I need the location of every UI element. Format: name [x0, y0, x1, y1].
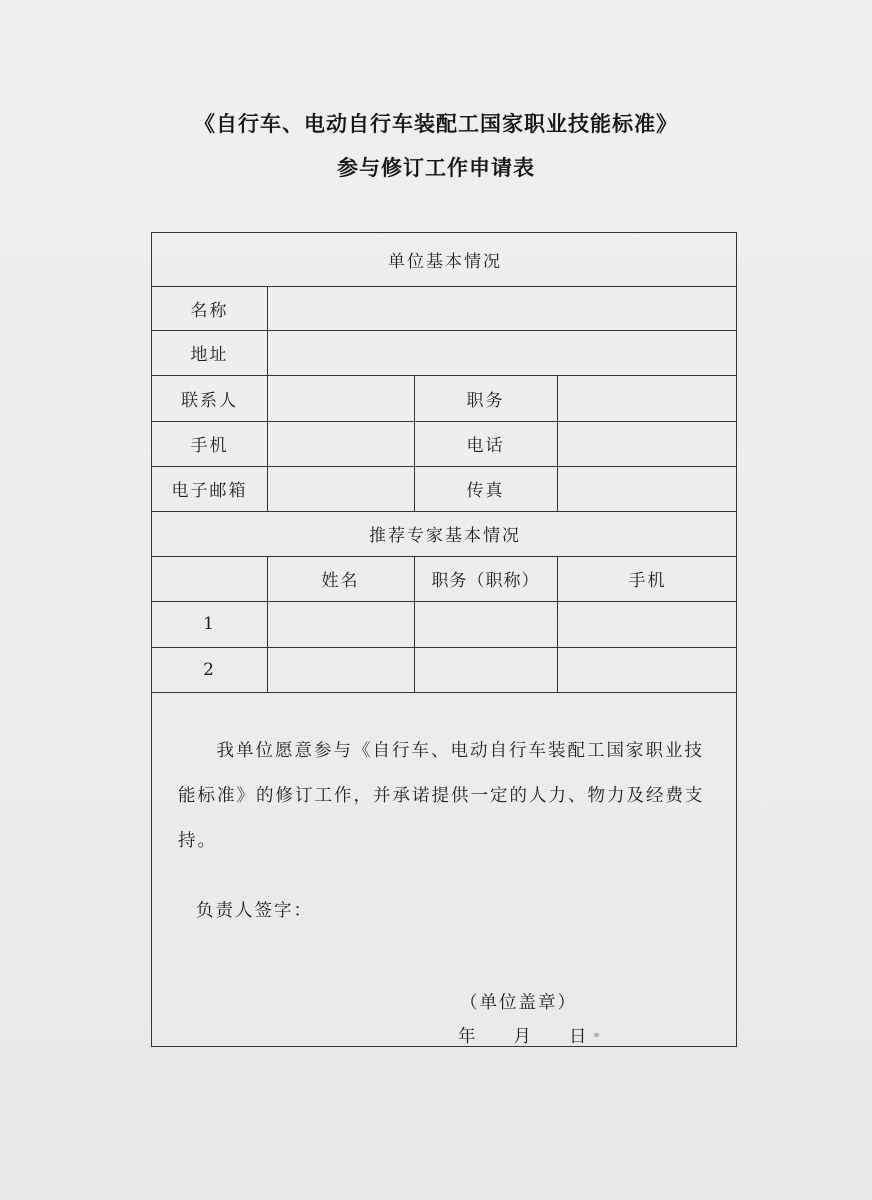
position-field[interactable]	[558, 376, 738, 421]
commitment-text: 我单位愿意参与《自行车、电动自行车装配工国家职业技能标准》的修订工作，并承诺提供一定的人力、物力及经费支持。	[178, 741, 705, 851]
name-field[interactable]	[268, 287, 738, 330]
fax-label: 传真	[466, 481, 505, 501]
expert-row-2-name[interactable]	[268, 648, 414, 692]
date-month: 月	[513, 1027, 531, 1047]
address-label: 地址	[190, 345, 229, 365]
unit-section-header: 单位基本情况	[388, 252, 502, 272]
expert-row-2-index: 2	[203, 659, 216, 680]
row-divider	[152, 692, 736, 693]
email-field[interactable]	[268, 467, 414, 511]
expert-index-header	[152, 556, 267, 601]
expert-row-1-mobile[interactable]	[558, 602, 738, 647]
email-label: 电子邮箱	[171, 481, 248, 501]
document-subtitle: 参与修订工作申请表	[337, 156, 535, 180]
name-label: 名称	[190, 300, 229, 321]
contact-label: 联系人	[181, 390, 238, 411]
commitment-statement	[152, 729, 738, 864]
date-day: 日	[569, 1027, 587, 1047]
position-label: 职务	[466, 390, 505, 411]
signature-label: 负责人签字：	[196, 901, 313, 921]
expert-row-1-index: 1	[203, 614, 216, 634]
expert-row-1-name[interactable]	[268, 602, 414, 647]
expert-name-header: 姓名	[321, 571, 360, 591]
fax-field[interactable]	[558, 467, 738, 511]
phone-field[interactable]	[558, 422, 738, 466]
date-year: 年	[458, 1027, 476, 1047]
application-form	[151, 232, 737, 1047]
expert-title-header: 职务（职称）	[431, 571, 540, 591]
expert-row-1-title[interactable]	[415, 602, 557, 647]
date-line	[458, 1023, 587, 1048]
mobile-label: 手机	[190, 436, 229, 456]
expert-mobile-header: 手机	[628, 571, 667, 591]
seal-label: （单位盖章）	[460, 993, 577, 1013]
address-field[interactable]	[268, 331, 738, 375]
mobile-field[interactable]	[268, 422, 414, 466]
document-title: 《自行车、电动自行车装配工国家职业技能标准》	[194, 112, 678, 136]
contact-field[interactable]	[268, 376, 414, 421]
expert-section-header: 推荐专家基本情况	[369, 526, 521, 546]
expert-row-2-title[interactable]	[415, 648, 557, 692]
expert-row-2-mobile[interactable]	[558, 648, 738, 692]
ink-mark	[594, 1033, 599, 1037]
phone-label: 电话	[466, 436, 505, 456]
